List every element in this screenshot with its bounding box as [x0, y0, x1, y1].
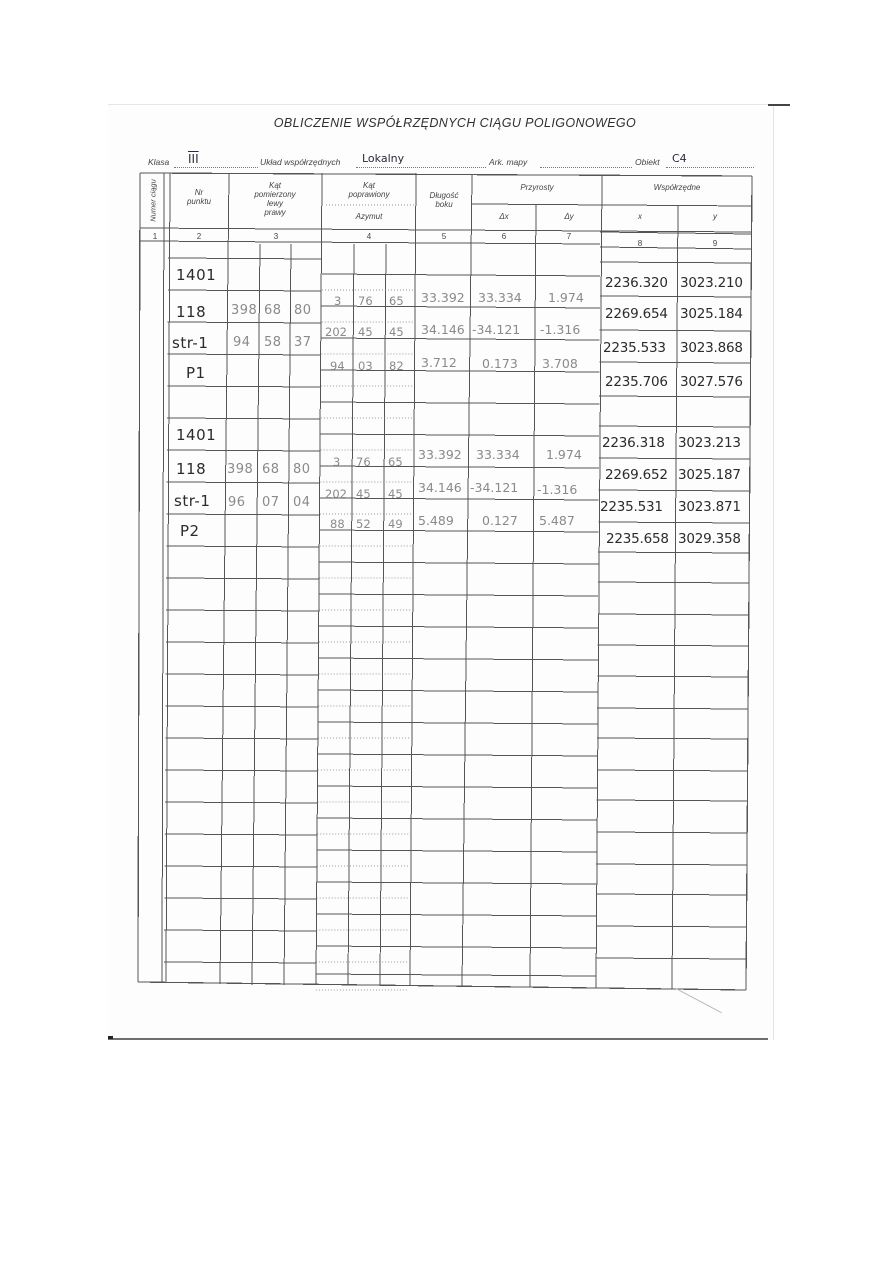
azimuth-deg: 88 [330, 517, 345, 531]
obiekt-value: C4 [672, 152, 687, 165]
header-nr-punktu [170, 188, 228, 206]
uklad-value: Lokalny [362, 152, 405, 165]
ark-label: Ark. mapy [489, 157, 528, 167]
azimuth-deg: 3 [334, 294, 342, 308]
column-number: 8 [637, 239, 643, 248]
column-number: 9 [712, 239, 718, 248]
azimuth-min: 76 [356, 455, 371, 469]
header-pomierzony-text: pomierzony [254, 190, 296, 199]
side-length: 34.146 [418, 480, 462, 495]
delta-y: -1.316 [540, 322, 581, 337]
measured-angle-sec: 04 [293, 495, 311, 510]
measured-angle-deg: 398 [227, 462, 254, 477]
delta-y: -1.316 [537, 482, 578, 497]
azimuth-min: 76 [358, 294, 373, 308]
measured-angle-sec: 80 [294, 303, 312, 318]
measured-angle-deg: 96 [228, 495, 246, 510]
point-number: P2 [180, 522, 200, 540]
coord-y: 3025.184 [680, 306, 743, 322]
coord-x: 2236.318 [602, 435, 665, 451]
point-number: 118 [176, 303, 207, 321]
obiekt-label: Obiekt [635, 157, 660, 167]
delta-x: 0.127 [482, 513, 518, 528]
delta-x: -34.121 [470, 480, 519, 495]
delta-x: -34.121 [472, 322, 521, 337]
azimuth-sec: 45 [389, 325, 404, 339]
header-kat-pomierzony [230, 181, 320, 217]
point-number: str-1 [174, 492, 211, 510]
coord-x: 2269.652 [605, 467, 668, 483]
header-nr-text: Nr [194, 188, 204, 197]
point-number: 118 [176, 460, 207, 478]
side-length: 5.489 [418, 513, 454, 528]
azimuth-sec: 82 [389, 359, 404, 373]
column-number: 4 [366, 232, 372, 241]
side-length: 33.392 [421, 290, 465, 305]
header-poprawiony-text: poprawiony [348, 190, 390, 199]
header-boku-text: boku [435, 200, 453, 209]
coord-y: 3025.187 [678, 467, 741, 483]
azimuth-min: 45 [358, 325, 373, 339]
column-number: 5 [441, 232, 447, 241]
azimuth-sec: 45 [388, 487, 403, 501]
header-punktu-text: punktu [186, 197, 212, 206]
delta-x: 33.334 [478, 290, 522, 305]
column-number: 2 [196, 232, 202, 241]
azimuth-min: 52 [356, 517, 371, 531]
header-kat-poprawiony [322, 181, 416, 199]
form-title: OBLICZENIE WSPÓŁRZĘDNYCH CIĄGU POLIGONOWEGO [273, 116, 637, 130]
point-number: 1401 [176, 266, 217, 284]
header-dy: Δy [564, 212, 574, 221]
header-azymut: Azymut [355, 212, 383, 221]
coord-x: 2269.654 [605, 306, 668, 322]
azimuth-sec: 49 [388, 517, 403, 531]
azimuth-deg: 202 [325, 487, 347, 501]
coord-x: 2235.706 [605, 374, 668, 390]
azimuth-min: 03 [358, 359, 373, 373]
measured-angle-deg: 94 [233, 335, 251, 350]
coord-y: 3023.210 [680, 275, 743, 291]
header-kat2-text: Kąt [362, 181, 375, 190]
uklad-label: Układ współrzędnych [260, 157, 341, 167]
header-prawy-text: prawy [264, 208, 286, 217]
delta-y: 1.974 [546, 447, 582, 462]
header-przyrosty: Przyrosty [520, 183, 554, 192]
coord-y: 3029.358 [678, 531, 741, 547]
column-number: 1 [152, 232, 158, 241]
delta-y: 1.974 [548, 290, 584, 305]
measured-angle-min: 68 [262, 462, 280, 477]
measured-angle-deg: 398 [231, 303, 258, 318]
coord-x: 2236.320 [605, 275, 668, 291]
side-length: 34.146 [421, 322, 465, 337]
coord-x: 2235.531 [600, 499, 663, 515]
header-numer-ciagu-text: Numer ciągu [148, 179, 158, 222]
azimuth-sec: 65 [389, 294, 404, 308]
azimuth-deg: 94 [330, 359, 345, 373]
klasa-value: $\overline{III}$ [188, 152, 199, 166]
column-number: 6 [501, 232, 507, 241]
coord-y: 3023.213 [678, 435, 741, 451]
point-number: P1 [186, 364, 206, 382]
header-dlugosc-text: Długość [429, 191, 459, 200]
coord-y: 3023.868 [680, 340, 743, 356]
header-x: x [638, 212, 642, 221]
header-y: y [713, 212, 717, 221]
measured-angle-min: 58 [264, 335, 282, 350]
azimuth-deg: 202 [325, 325, 347, 339]
header-lewy-text: lewy [266, 199, 283, 208]
column-number: 7 [566, 232, 572, 241]
measured-angle-sec: 37 [294, 335, 312, 350]
delta-y: 5.487 [539, 513, 575, 528]
coord-y: 3023.871 [678, 499, 741, 515]
klasa-label: Klasa [148, 157, 170, 167]
measured-angle-min: 07 [262, 495, 280, 510]
coord-x: 2235.658 [606, 531, 669, 547]
delta-x: 33.334 [476, 447, 520, 462]
side-length: 33.392 [418, 447, 462, 462]
delta-y: 3.708 [542, 356, 578, 371]
point-number: 1401 [176, 426, 217, 444]
header-dx: Δx [499, 212, 509, 221]
measured-angle-sec: 80 [293, 462, 311, 477]
header-numer-ciagu [140, 178, 164, 228]
coord-y: 3027.576 [680, 374, 743, 390]
azimuth-sec: 65 [388, 455, 403, 469]
azimuth-min: 45 [356, 487, 371, 501]
delta-x: 0.173 [482, 356, 518, 371]
measured-angle-min: 68 [264, 303, 282, 318]
column-number: 3 [273, 232, 279, 241]
point-number: str-1 [172, 334, 209, 352]
header-wspolrzedne: Współrzędne [653, 183, 701, 192]
azimuth-deg: 3 [333, 455, 341, 469]
coord-x: 2235.533 [603, 340, 666, 356]
side-length: 3.712 [421, 355, 457, 370]
header-kat-text: Kąt [268, 181, 281, 190]
header-dlugosc-boku [416, 191, 472, 209]
